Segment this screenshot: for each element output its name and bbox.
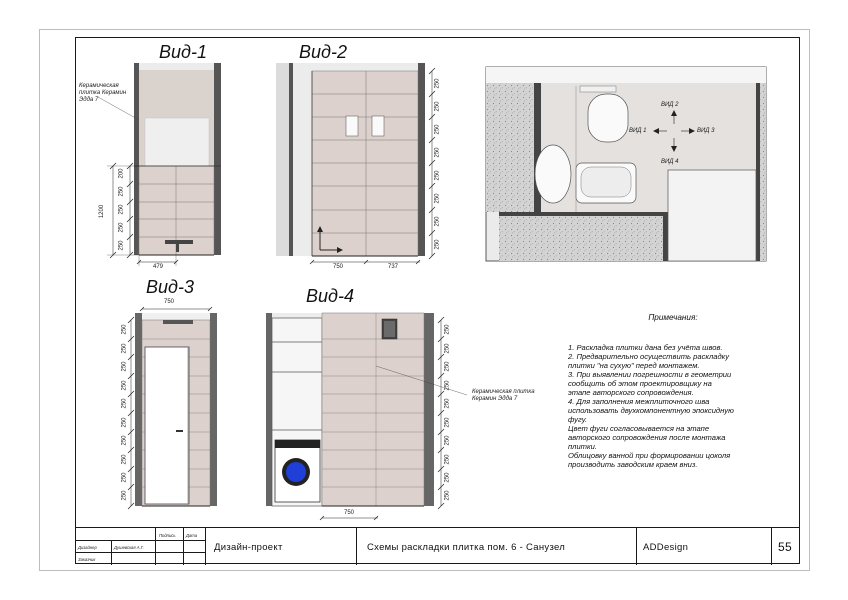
dim-v3-3: 250 <box>121 380 128 391</box>
dim-v3-2: 250 <box>121 361 128 372</box>
view-3-drawing <box>128 307 217 509</box>
notes-block <box>568 313 778 469</box>
plan-label-v3: ВИД 3 <box>697 128 715 134</box>
notes-line: 1. Раскладка плитки дана без учёта швов. <box>568 343 723 352</box>
view-2-right-wall <box>418 63 425 256</box>
dim-v4-0: 250 <box>444 324 451 335</box>
dim-v2-7: 250 <box>434 239 441 250</box>
view-3-title: Вид-3 <box>146 277 194 297</box>
dim-v3-1: 250 <box>121 343 128 354</box>
title-block-sheet-title: Схемы раскладки плитка пом. 6 - Санузел <box>367 542 566 553</box>
plan-label-v2: ВИД 2 <box>661 102 679 108</box>
view-3-door <box>145 347 189 504</box>
view-1-title: Вид-1 <box>159 42 207 62</box>
view-2-left-wall <box>289 63 293 256</box>
title-block-page-cell <box>771 528 800 565</box>
plan-label-v4: ВИД 4 <box>661 159 679 165</box>
dim-v3-7: 250 <box>121 454 128 465</box>
title-block-role-client: Заказчик <box>78 557 96 562</box>
dim-v4-4: 250 <box>444 398 451 409</box>
view-2-tile-field <box>312 71 418 256</box>
view-3-left-wall <box>135 313 142 506</box>
view-3-door-handle <box>176 430 183 432</box>
tile-label-line: Керамическая плитка <box>472 389 535 395</box>
dim-v4-3: 250 <box>444 380 451 391</box>
view-2-title: Вид-2 <box>299 42 347 62</box>
view-1-mirror <box>145 118 209 166</box>
view-2-socket-left <box>346 116 358 136</box>
plan-wall-left <box>486 83 534 212</box>
dim-v4-1: 250 <box>444 343 451 354</box>
dim-v3-8: 250 <box>121 472 128 483</box>
notes-line: плитки. <box>568 442 597 451</box>
dim-v4-6: 250 <box>444 435 451 446</box>
notes-line: производить заводским краем вниз. <box>568 460 698 469</box>
tile-label-line: Керамин Эдда 7 <box>472 396 518 402</box>
dim-v3-9: 250 <box>121 490 128 501</box>
dim-v2-bottom-1: 737 <box>388 264 399 270</box>
dim-v2-5: 250 <box>434 193 441 204</box>
title-block-page: 55 <box>778 540 792 554</box>
tile-label-line: Эдда 7 <box>79 97 99 103</box>
plan-sink <box>535 145 571 203</box>
dim-v3-5: 250 <box>121 417 128 428</box>
dim-v1-total: 1200 <box>99 204 106 219</box>
plan-drawing <box>486 67 766 261</box>
notes-line: сообщить об этом проектировщику на <box>568 379 712 388</box>
view-4-drawing <box>266 313 467 520</box>
notes-line: плитки "на сухую" перед монтажем. <box>568 361 700 370</box>
title-block-sheet-cell <box>356 528 636 565</box>
dim-v2-0: 250 <box>434 78 441 89</box>
dim-v2-4: 250 <box>434 170 441 181</box>
view-2-drawing <box>276 63 435 264</box>
title-block-project: Дизайн-проект <box>214 542 283 553</box>
title-block-company: ADDesign <box>643 542 689 553</box>
dim-v1-bottom: 479 <box>153 264 164 270</box>
view-4-tile-field <box>322 313 424 506</box>
title-block-designer-name: Душевская А.Г. <box>114 545 144 550</box>
dim-v2-1: 250 <box>434 101 441 112</box>
title-block <box>75 527 800 564</box>
notes-line: 2. Предварительно осуществить раскладку <box>568 352 730 361</box>
notes-title: Примечания: <box>648 313 698 322</box>
dim-v4-7: 250 <box>444 454 451 465</box>
dim-v1-0: 200 <box>118 168 125 179</box>
dim-v1-4: 250 <box>118 240 125 251</box>
dim-v1-2: 250 <box>118 204 125 215</box>
dim-v3-4: 250 <box>121 398 128 409</box>
notes-line: Цвет фуги согласовывается на этапе <box>568 424 710 433</box>
notes-line: использовать двухкомпонентную эпоксидную <box>568 406 734 415</box>
dim-v1-3: 250 <box>118 222 125 233</box>
tile-label-line: Керамическая <box>79 83 119 89</box>
notes-line: 3. При выявлении погрешности в геометрии <box>568 370 732 379</box>
dim-v4-9: 250 <box>444 490 451 501</box>
title-block-company-cell <box>636 528 771 565</box>
view-3-right-wall <box>210 313 217 506</box>
plan-cabinet <box>668 170 756 261</box>
title-block-col-sign: Подпись <box>159 533 176 538</box>
dim-v4-5: 250 <box>444 417 451 428</box>
view-1-drawing <box>98 63 221 266</box>
title-block-role-designer: Дизайнер <box>78 545 97 550</box>
dim-v3-0: 250 <box>121 324 128 335</box>
dim-v4-8: 250 <box>444 472 451 483</box>
dim-v2-bottom-0: 750 <box>333 264 344 270</box>
plan-label-v1: ВИД 1 <box>629 128 647 134</box>
notes-line: авторского сопровождения после монтажа <box>568 433 726 442</box>
view-1-floor-drain <box>165 240 193 244</box>
view-4-title: Вид-4 <box>306 286 354 306</box>
dim-v2-6: 250 <box>434 216 441 227</box>
notes-line: фугу. <box>568 415 588 424</box>
dim-v4-2: 250 <box>444 361 451 372</box>
view-4-left-wall <box>266 313 272 506</box>
dim-v2-3: 250 <box>434 147 441 158</box>
dim-v4-bottom: 750 <box>344 510 355 516</box>
dim-v3-6: 250 <box>121 435 128 446</box>
dim-v3-top: 750 <box>164 299 175 305</box>
notes-line: этапе авторского сопровождения. <box>568 388 694 397</box>
tile-label-line: плитка Керамин <box>79 90 127 96</box>
notes-line: 4. Для заполнения межплиточного шва <box>568 397 710 406</box>
title-block-project-cell <box>205 528 356 565</box>
plan-toilet <box>588 94 628 142</box>
title-block-col-date: Дата <box>186 533 198 538</box>
view-1-left-wall <box>134 63 139 255</box>
dim-v2-2: 250 <box>434 124 441 135</box>
plan-wall-bottom <box>499 216 663 261</box>
view-2-socket-right <box>372 116 384 136</box>
view-4-right-wall <box>424 313 434 506</box>
notes-line: Облицовку ванной при формировании цоколя <box>568 451 731 460</box>
dim-v1-1: 250 <box>118 186 125 197</box>
view-1-right-wall <box>214 63 221 255</box>
title-block-signatures <box>75 528 205 565</box>
